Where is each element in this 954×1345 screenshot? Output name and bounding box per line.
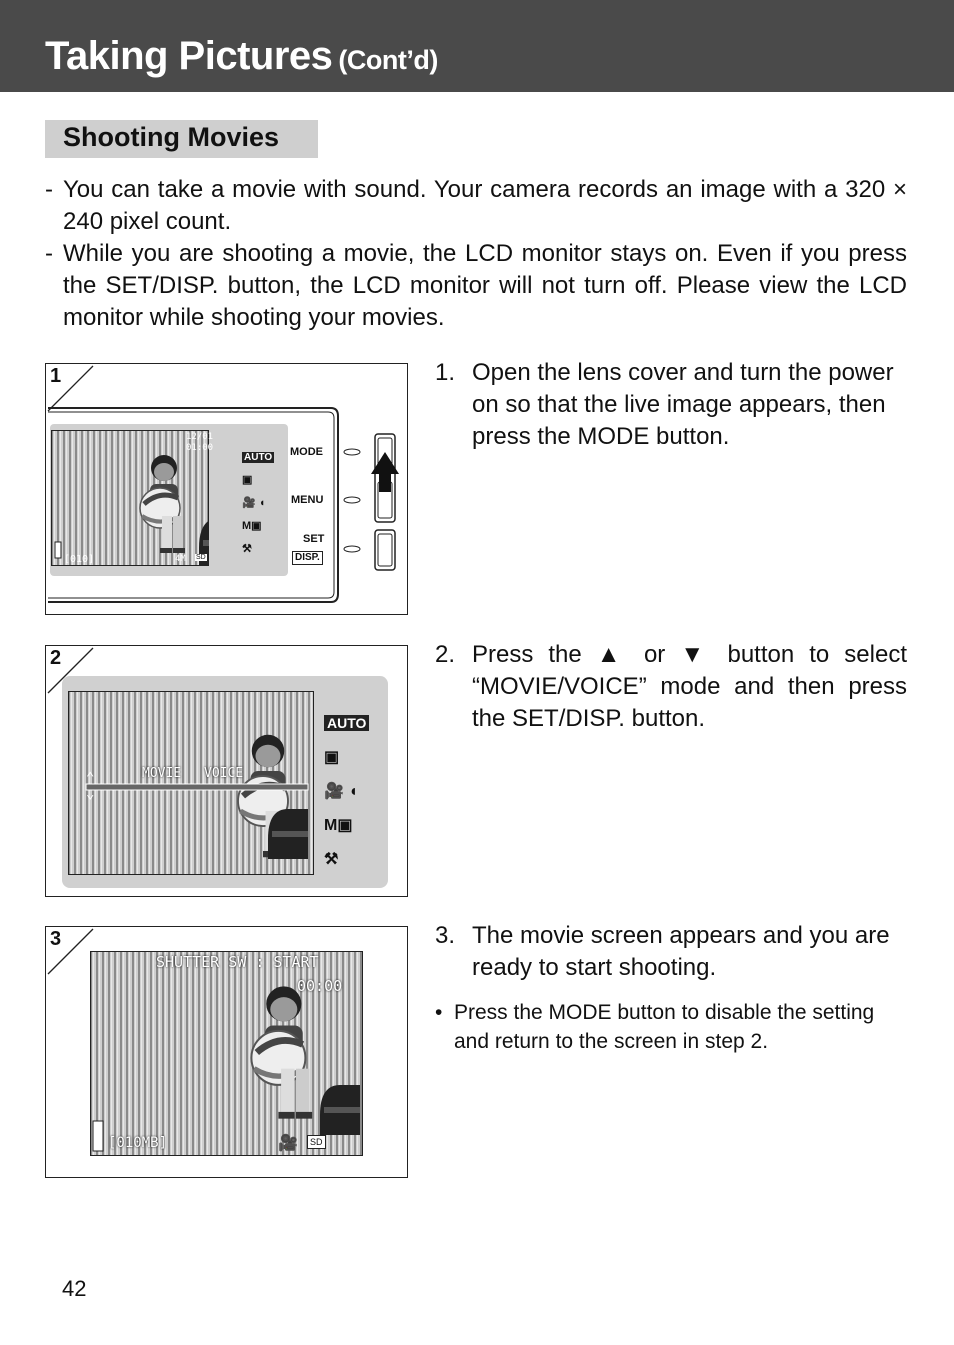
step-text: Press the ▲ or ▼ button to select “MOVIE/VOICE” mode and then press the SET/DISP. button. xyxy=(472,641,907,732)
lcd-datetime xyxy=(186,432,213,454)
intro-list xyxy=(45,174,907,334)
step-3 xyxy=(435,920,907,984)
page-header xyxy=(0,0,954,92)
lcd-voice-label: VOICE xyxy=(204,766,244,781)
movie-camera-icon: 🎥 xyxy=(278,1135,298,1152)
lcd-timer: 00:00 xyxy=(297,977,343,995)
sd-card-icon: SD xyxy=(196,554,206,561)
section-title: Shooting Movies xyxy=(63,122,279,152)
dash: - xyxy=(45,176,53,203)
setup-icon: ⚒ xyxy=(242,543,252,555)
setup-icon: ⚒ xyxy=(324,851,339,868)
step-2 xyxy=(435,639,907,735)
manual-camera-icon: M▣ xyxy=(242,520,262,532)
lcd-time: 01:00 xyxy=(186,443,214,453)
step-number: 1. xyxy=(435,359,456,386)
step-number: 3. xyxy=(435,922,456,949)
figure-3 xyxy=(45,926,408,1178)
manual-label: M xyxy=(242,520,252,532)
figure-number: 1 xyxy=(50,365,62,387)
disp-label: DISP. xyxy=(292,551,323,565)
title-text: Taking Pictures xyxy=(45,34,333,78)
lcd-frame-count: [010] xyxy=(64,554,95,565)
menu-button[interactable] xyxy=(344,497,360,503)
intro-text: You can take a movie with sound. Your camera records an image with a 320 × 240 pixel count. xyxy=(63,176,907,235)
movie-voice-icon: 🎥 ◖ xyxy=(324,783,359,800)
figure-number: 3 xyxy=(50,928,62,950)
auto-mode-icon: AUTO xyxy=(324,715,369,731)
step-text: Open the lens cover and turn the power on so that the live image appears, then press the MODE button. xyxy=(472,359,894,450)
note-text: Press the MODE button to disable the setting and return to the screen in step 2. xyxy=(454,1001,875,1053)
mode-label: MODE xyxy=(290,446,323,458)
lcd-mode-select xyxy=(68,691,314,875)
title-subtitle: (Cont’d) xyxy=(338,45,438,75)
portrait-mode-icon: ▣ xyxy=(242,474,253,486)
lcd-image-size: 4M xyxy=(175,554,186,564)
intro-text: While you are shooting a movie, the LCD monitor stays on. Even if you press the SET/DISP. button, the LCD monitor will not turn off. Please view the LCD monitor while shooting your movies. xyxy=(63,240,907,331)
manual-label: M xyxy=(324,817,338,834)
bullet: • xyxy=(435,1001,443,1024)
figure-number: 2 xyxy=(50,647,62,669)
step-1 xyxy=(435,357,907,453)
section-heading xyxy=(45,120,318,158)
figure-2 xyxy=(45,645,408,897)
auto-mode-icon: AUTO xyxy=(244,452,273,463)
page-number: 42 xyxy=(62,1276,87,1301)
figure-1 xyxy=(45,363,408,615)
up-down-indicator-icon: ⌃ ⌄ xyxy=(86,770,95,802)
lcd-date: 12/01 xyxy=(186,432,214,442)
set-label: SET xyxy=(303,533,325,545)
camera-buttons xyxy=(341,432,401,577)
mode-icon-column xyxy=(324,706,369,877)
mode-button[interactable] xyxy=(344,449,360,455)
mode-icon-column xyxy=(242,446,274,561)
step-3-note xyxy=(435,998,907,1056)
menu-label: MENU xyxy=(291,494,324,506)
lcd-movie-label: MOVIE xyxy=(142,766,182,781)
page-title xyxy=(45,34,438,79)
sd-card-icon: SD xyxy=(307,1135,326,1149)
manual-camera-icon: M▣ xyxy=(324,817,353,834)
step-text: The movie screen appears and you are ready to start shooting. xyxy=(472,922,890,981)
set-disp-button[interactable] xyxy=(344,546,360,552)
lcd-shutter-prompt: SHUTTER SW : START xyxy=(156,953,319,971)
step-number: 2. xyxy=(435,641,456,668)
lcd-remaining-memory: [010MB] xyxy=(108,1135,168,1151)
intro-item xyxy=(45,238,907,334)
portrait-mode-icon: ▣ xyxy=(324,749,340,766)
dash: - xyxy=(45,240,53,267)
intro-item xyxy=(45,174,907,238)
movie-voice-icon: 🎥 ◖ xyxy=(242,497,266,509)
